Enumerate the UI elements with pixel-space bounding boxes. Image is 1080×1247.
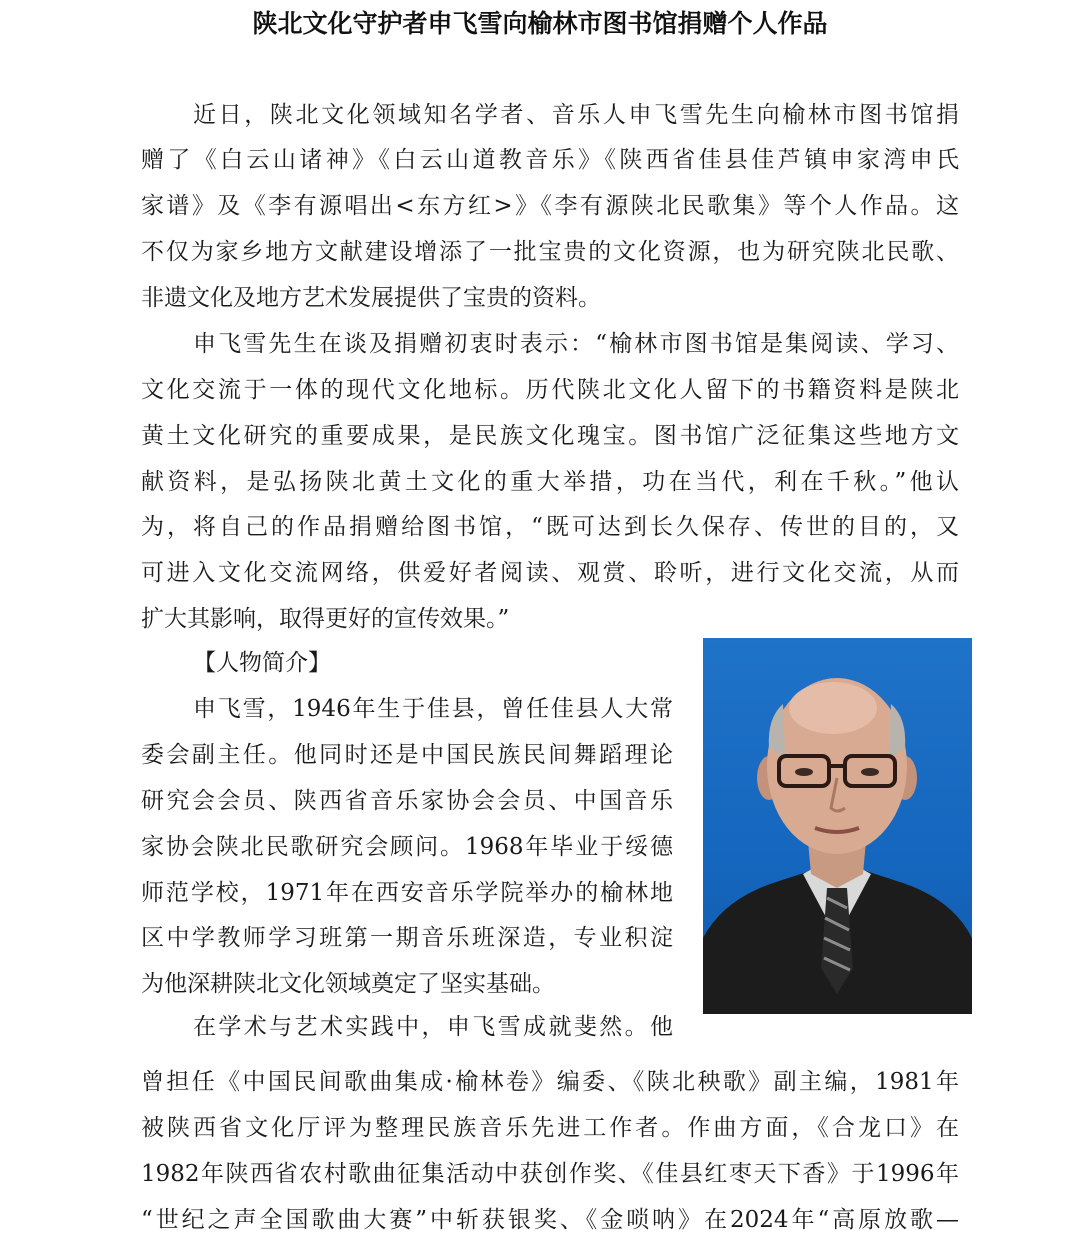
paragraph-3-line: 研究会会员、陕西省音乐家协会会员、中国音乐 [141,788,673,814]
paragraph-4-line: 1982年陕西省农村歌曲征集活动中获创作奖、《佳县红枣天下香》于1996年 [141,1161,959,1187]
paragraph-1-line: 近日，陕北文化领域知名学者、音乐人申飞雪先生向榆林市图书馆捐 [193,102,959,128]
paragraph-3-line: 为他深耕陕北文化领域奠定了坚实基础。 [141,971,555,997]
paragraph-1-line: 赠了《白云山诸神》《白云山道教音乐》《陕西省佳县佳芦镇申家湾申氏 [141,147,959,173]
paragraph-4-line: 被陕西省文化厅评为整理民族音乐先进工作者。作曲方面，《合龙口》在 [141,1115,959,1141]
bio-heading: 【人物简介】 [193,650,331,676]
paragraph-4-line: 曾担任《中国民间歌曲集成·榆林卷》编委、《陕北秧歌》副主编，1981年 [141,1069,959,1095]
portrait-photo [703,638,972,1014]
paragraph-2-line: 为，将自己的作品捐赠给图书馆，“既可达到长久保存、传世的目的，又 [141,514,959,540]
paragraph-2-line: 可进入文化交流网络，供爱好者阅读、观赏、聆听，进行文化交流，从而 [141,560,959,586]
paragraph-2-line: 文化交流于一体的现代文化地标。历代陕北文化人留下的书籍资料是陕北 [141,377,959,403]
article-title: 陕北文化守护者申飞雪向榆林市图书馆捐赠个人作品 [252,9,828,38]
paragraph-2-line: 申飞雪先生在谈及捐赠初衷时表示：“榆林市图书馆是集阅读、学习、 [193,331,959,357]
paragraph-3-line: 家协会陕北民歌研究会顾问。1968年毕业于绥德 [141,834,673,860]
paragraph-3-line: 区中学教师学习班第一期音乐班深造，专业积淀 [141,925,673,951]
paragraph-1-line: 非遗文化及地方艺术发展提供了宝贵的资料。 [141,285,601,311]
paragraph-4-line: “世纪之声全国歌曲大赛”中斩获银奖、《金唢呐》在2024年“高原放歌— [141,1207,959,1233]
paragraph-1-line: 家谱》及《李有源唱出<东方红>》《李有源陕北民歌集》等个人作品。这 [141,193,959,219]
paragraph-1-line: 不仅为家乡地方文献建设增添了一批宝贵的文化资源，也为研究陕北民歌、 [141,239,959,265]
paragraph-2-line: 献资料，是弘扬陕北黄土文化的重大举措，功在当代，利在千秋。”他认 [141,469,959,495]
paragraph-4-line: 在学术与艺术实践中，申飞雪成就斐然。他 [193,1014,673,1040]
paragraph-3-line: 师范学校，1971年在西安音乐学院举办的榆林地 [141,880,673,906]
paragraph-3-line: 委会副主任。他同时还是中国民族民间舞蹈理论 [141,742,673,768]
portrait-photo-icon [703,638,972,1014]
paragraph-3-line: 申飞雪，1946年生于佳县，曾任佳县人大常 [193,696,673,722]
paragraph-2-line: 扩大其影响，取得更好的宣传效果。” [141,606,510,632]
paragraph-2-line: 黄土文化研究的重要成果，是民族文化瑰宝。图书馆广泛征集这些地方文 [141,423,959,449]
